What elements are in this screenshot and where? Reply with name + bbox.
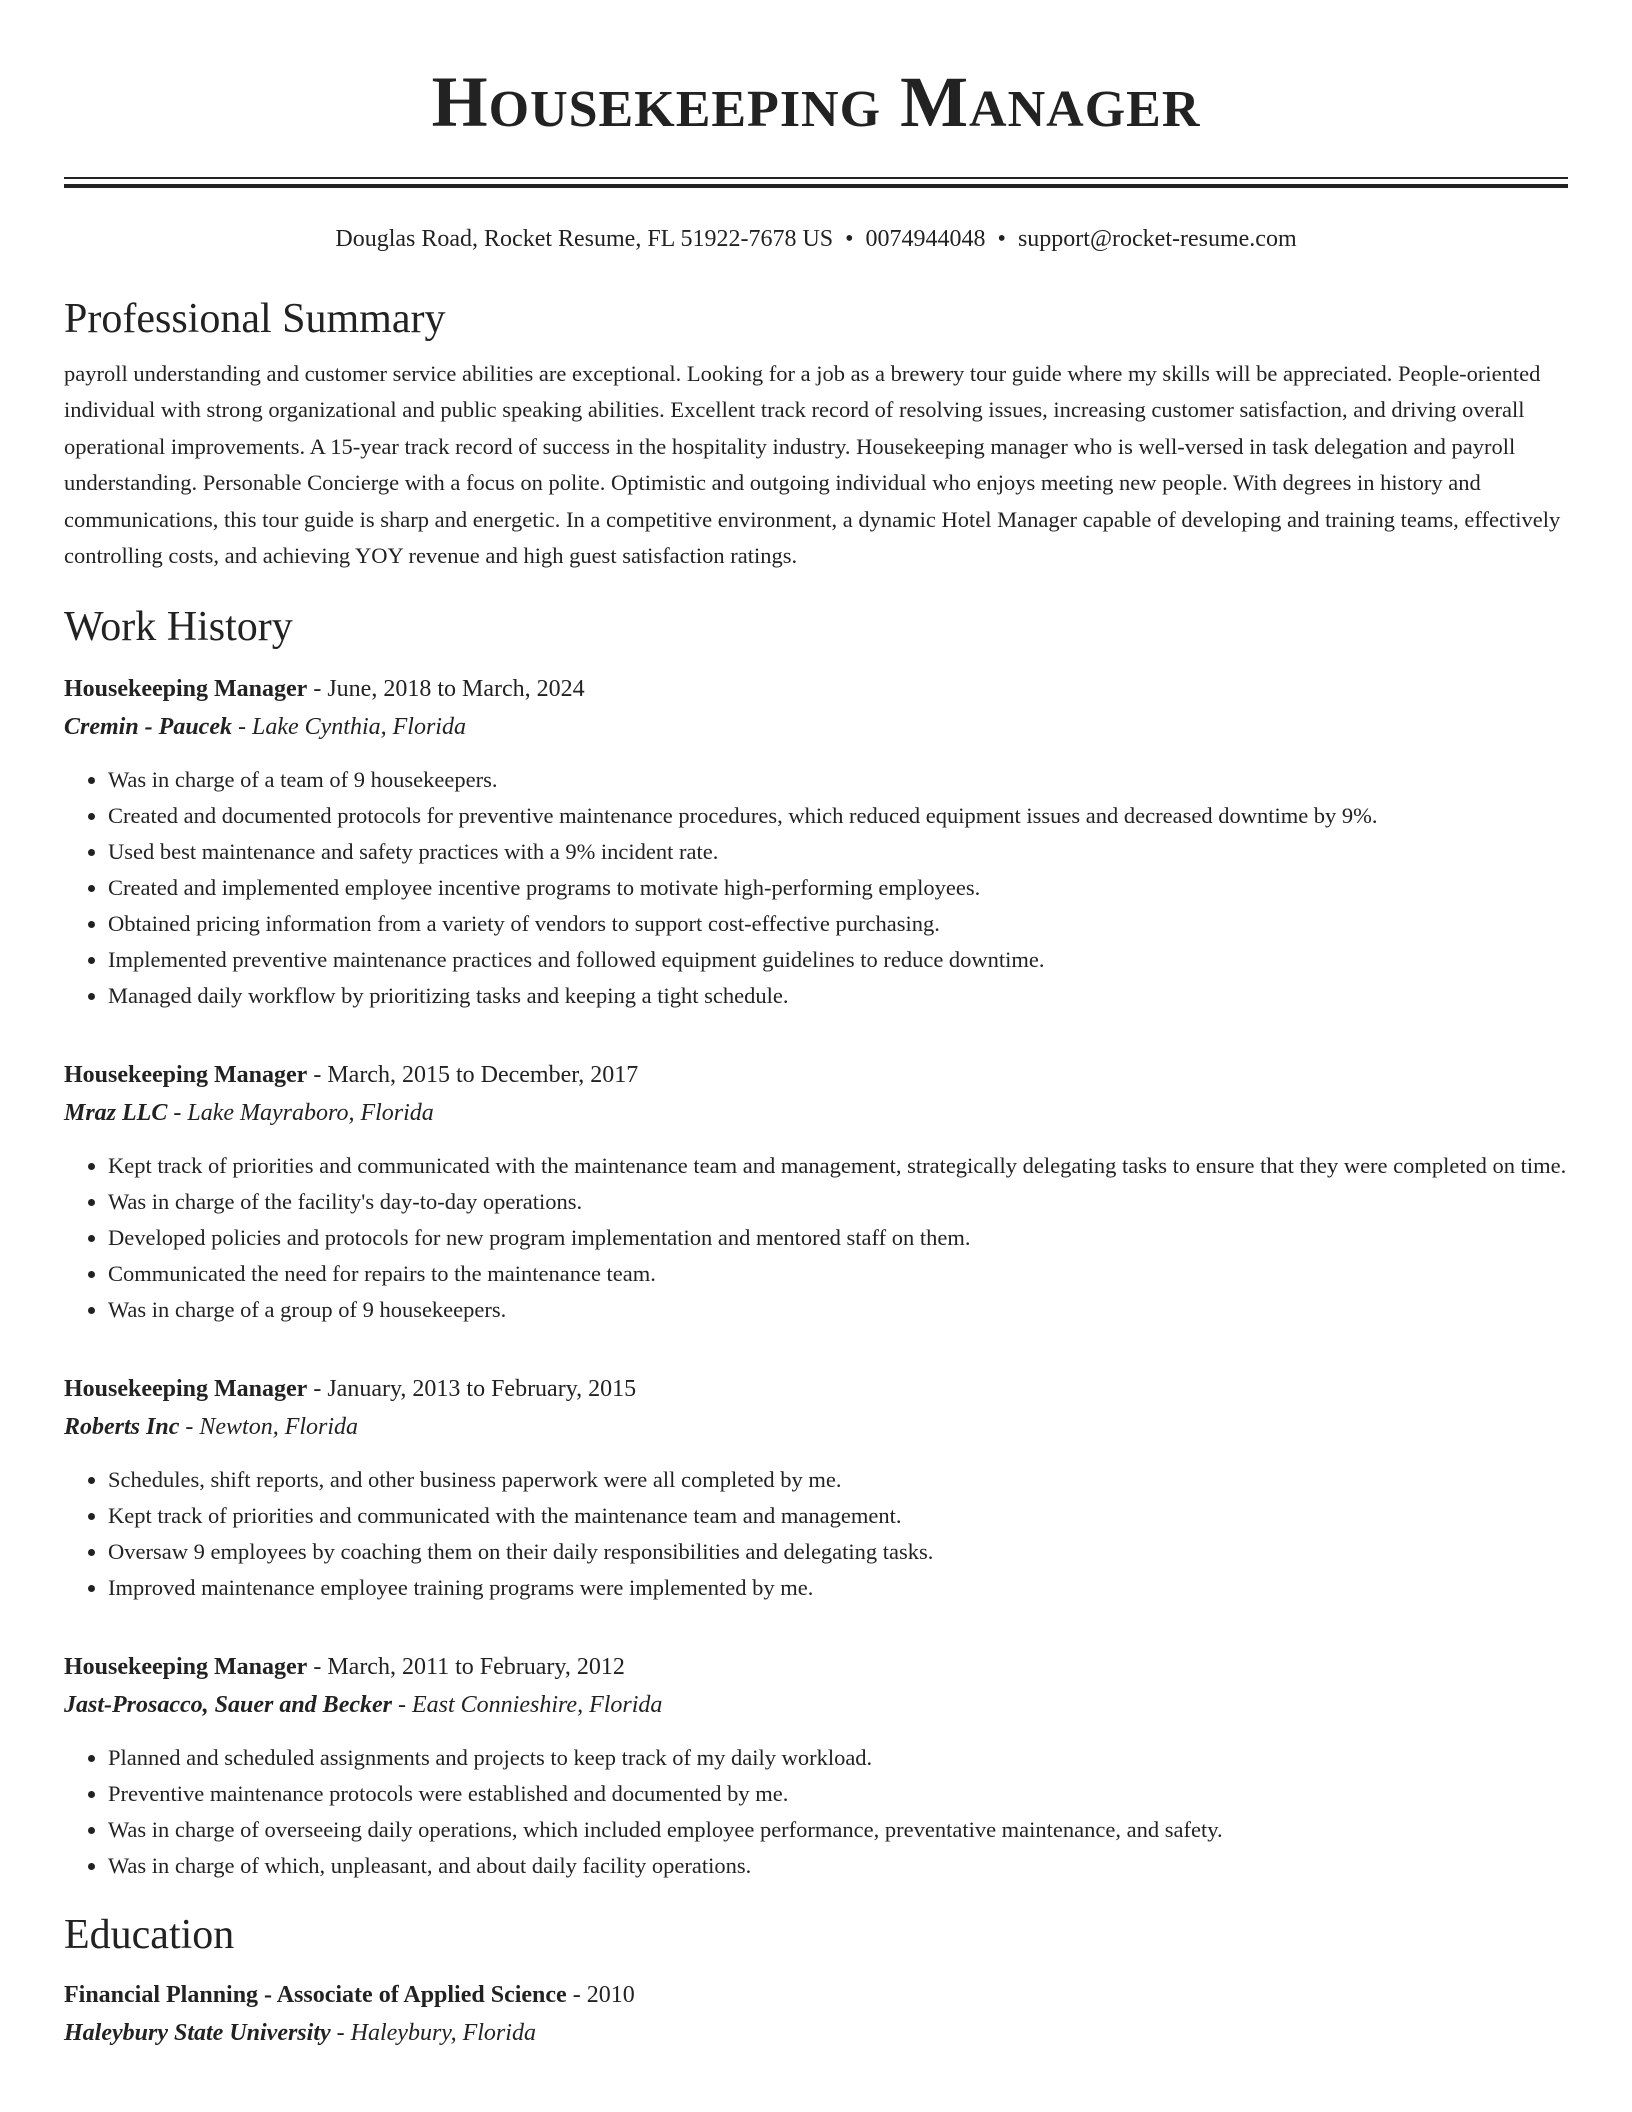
job-location: - Newton, Florida [179,1414,359,1441]
job-bullet: • Developed policies and protocols for new program implementation and mentored staff on them. [108,1220,1568,1256]
job-title-line [64,1648,1568,1686]
contact-separator: • [845,226,854,252]
job-company-line [64,708,1568,746]
job-entry [64,1056,1568,1328]
education-heading: Education [64,1912,235,1959]
job-title: Housekeeping Manager [64,1376,308,1403]
job-location: - Lake Mayraboro, Florida [167,1100,434,1127]
job-dates: - June, 2018 to March, 2024 [307,676,585,703]
summary-heading: Professional Summary [64,296,446,342]
resume-title [64,64,1568,148]
job-company: Cremin - Paucek [64,714,232,741]
job-title: Housekeeping Manager [64,1062,308,1089]
job-company-line [64,1686,1568,1724]
job-title-line [64,1370,1568,1408]
job-bullet: • Was in charge of which, unpleasant, and about daily facility operations. [108,1848,1568,1884]
job-bullet: • Was in charge of overseeing daily operations, which included employee performance, preventative maintenance, and safety. [108,1812,1568,1848]
school: Haleybury State University [64,2020,331,2047]
job-bullet: • Was in charge of a group of 9 housekeepers. [108,1292,1568,1328]
job-dates: - March, 2011 to February, 2012 [307,1654,625,1681]
degree-line [64,1976,1568,2014]
resume-page [64,0,1568,2052]
work-history-heading: Work History [64,604,293,651]
job-entry [64,670,1568,1014]
title-initial-2: M [900,62,970,142]
school-location: - Haleybury, Florida [330,2020,536,2047]
contact-email: support@rocket-resume.com [1017,226,1297,252]
job-bullets [64,1462,1568,1606]
job-bullet: • Obtained pricing information from a variety of vendors to support cost-effective purchasing. [108,906,1568,942]
contact-separator: • [997,226,1006,252]
job-entry [64,1648,1568,1884]
job-company: Mraz LLC [64,1100,168,1127]
job-bullet: • Implemented preventive maintenance practices and followed equipment guidelines to reduce downtime. [108,942,1568,978]
job-dates: - March, 2015 to December, 2017 [307,1062,639,1089]
job-bullet: • Improved maintenance employee training programs were implemented by me. [108,1570,1568,1606]
job-location: - East Connieshire, Florida [391,1692,663,1719]
job-bullet: • Kept track of priorities and communicated with the maintenance team and management. [108,1498,1568,1534]
job-bullets [64,762,1568,1014]
summary-text: payroll understanding and customer service abilities are exceptional. Looking for a job as a brewery tour guide where my skills will be appreciated. People-oriented individual with strong organizational and public speaking abilities. Excellent track record of resolving issues, increasing customer satisfaction, and driving overall operational improvements. A 15-year track record of success in the hospitality industry. Housekeeping manager who is well-versed in task delegation and payroll understanding. Personable Concierge with a focus on polite. Optimistic and outgoing individual who enjoys meeting new people. With degrees in history and communications, this tour guide is sharp and energetic. In a competitive environment, a dynamic Hotel Manager capable of developing and training teams, effectively controlling costs, and achieving YOY revenue and high guest satisfaction ratings. [64,361,1561,569]
job-dates: - January, 2013 to February, 2015 [307,1376,637,1403]
job-bullet: • Preventive maintenance protocols were established and documented by me. [108,1776,1568,1812]
title-initial-1: H [431,62,489,142]
job-bullet: • Created and implemented employee incentive programs to motivate high-performing employees. [108,870,1568,906]
contact-phone: 0074944048 [865,226,986,252]
job-bullet: • Planned and scheduled assignments and projects to keep track of my daily workload. [108,1740,1568,1776]
job-title: Housekeeping Manager [64,1654,308,1681]
job-bullet: • Was in charge of the facility's day-to-day operations. [108,1184,1568,1220]
job-title: Housekeeping Manager [64,676,308,703]
title-divider-thick [64,184,1568,188]
job-bullet: • Used best maintenance and safety practices with a 9% incident rate. [108,834,1568,870]
title-rest-1: OUSEKEEPING [488,81,882,138]
job-title-line [64,1056,1568,1094]
job-bullet: • Oversaw 9 employees by coaching them on their daily responsibilities and delegating tasks. [108,1534,1568,1570]
job-company: Roberts Inc [64,1414,180,1441]
job-location: - Lake Cynthia, Florida [232,714,466,741]
school-line [64,2014,1568,2052]
education-entry [64,1976,1568,2052]
title-divider-thin [64,177,1568,179]
job-bullet: • Managed daily workflow by prioritizing tasks and keeping a tight schedule. [108,978,1568,1014]
job-bullets [64,1148,1568,1328]
job-bullet: • Created and documented protocols for preventive maintenance procedures, which reduced equipment issues and decreased downtime by 9%. [108,798,1568,834]
job-bullets [64,1740,1568,1884]
degree-year: - 2010 [566,1982,635,2009]
job-company: Jast-Prosacco, Sauer and Becker [64,1692,392,1719]
job-bullet: • Kept track of priorities and communicated with the maintenance team and management, strategically delegating tasks to ensure that they were completed on time. [108,1148,1568,1184]
contact-address: Douglas Road, Rocket Resume, FL 51922-7678 US [335,226,834,252]
job-bullet: • Was in charge of a team of 9 housekeepers. [108,762,1568,798]
job-company-line [64,1408,1568,1446]
job-bullet: • Communicated the need for repairs to the maintenance team. [108,1256,1568,1292]
job-bullet: • Schedules, shift reports, and other business paperwork were all completed by me. [108,1462,1568,1498]
contact-line [64,224,1568,254]
degree: Financial Planning - Associate of Applied Science [64,1982,567,2009]
job-company-line [64,1094,1568,1132]
title-rest-2: ANAGER [969,81,1201,138]
job-title-line [64,670,1568,708]
job-entry [64,1370,1568,1606]
